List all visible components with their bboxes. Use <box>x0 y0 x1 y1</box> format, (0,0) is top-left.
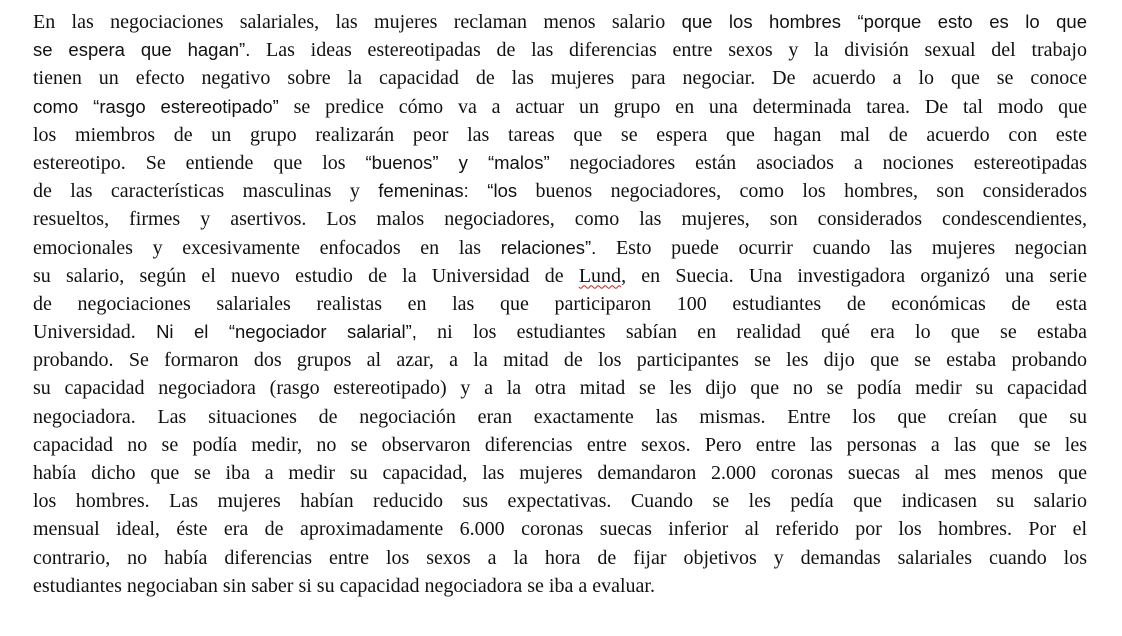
text-run: emocionales y excesivamente enfocados en las <box>33 236 501 259</box>
text-line <box>33 515 1087 543</box>
text-run: estereotipo. Se entiende que los <box>33 151 366 174</box>
text-run: ni los estudiantes sabían en realidad qué era lo que se estaba <box>416 321 1087 344</box>
text-run: negociadora. Las situaciones de negociación eran exactamente las mismas. Entre los que creían que su <box>33 405 1087 428</box>
text-run: los hombres. Las mujeres habían reducido sus expectativas. Cuando se les pedía que indicasen su salario <box>33 490 1087 513</box>
text-run: como “rasgo estereotipado” <box>33 95 279 117</box>
text-line <box>33 121 1087 149</box>
text-run: , en Suecia. Una investigadora organizó una serie <box>621 264 1087 287</box>
text-line <box>33 346 1087 374</box>
text-line <box>33 431 1087 459</box>
text-run: Las ideas estereotipadas de las diferencias entre sexos y la división sexual del trabajo <box>250 39 1087 62</box>
text-line <box>33 572 1087 600</box>
text-run: su salario, según el nuevo estudio de la Universidad de <box>33 264 579 287</box>
text-run: estudiantes negociaban sin saber si su capacidad negociadora se iba a evaluar. <box>33 574 655 597</box>
text-line <box>33 374 1087 402</box>
text-line <box>33 234 1087 262</box>
text-run: se espera que hagan”. <box>33 39 251 61</box>
text-run: contrario, no había diferencias entre los sexos a la hora de fijar objetivos y demandas salariales cuando los <box>33 546 1087 569</box>
text-run: de negociaciones salariales realistas en las que participaron 100 estudiantes de económicas de esta <box>33 292 1087 315</box>
text-run: de las características masculinas y <box>33 180 379 203</box>
text-run: los miembros de un grupo realizarán peor las tareas que se espera que hagan mal de acuerdo con este <box>33 123 1087 146</box>
text-run: su capacidad negociadora (rasgo estereotipado) y a la otra mitad se les dijo que no se podía medir su capacidad <box>33 377 1087 400</box>
text-line <box>33 544 1087 572</box>
spellcheck-flagged-word: Lund <box>578 264 622 287</box>
text-line <box>33 403 1087 431</box>
text-line <box>33 177 1087 205</box>
text-run: capacidad no se podía medir, no se observaron diferencias entre sexos. Pero entre las personas a las que se les <box>33 433 1087 456</box>
text-run: probando. Se formaron dos grupos al azar, a la mitad de los participantes se les dijo que se estaba probando <box>33 349 1087 372</box>
text-line <box>33 8 1087 36</box>
text-line <box>33 487 1087 515</box>
text-run: Universidad. <box>33 321 157 344</box>
text-line <box>33 149 1087 177</box>
text-line <box>33 290 1087 318</box>
text-line <box>33 64 1087 92</box>
body-paragraph <box>33 8 1087 600</box>
text-line <box>33 262 1087 290</box>
text-run: resueltos, firmes y asertivos. Los malos negociadores, como las mujeres, son considerados condescendientes, <box>33 208 1087 231</box>
text-line <box>33 318 1087 346</box>
text-run: negociadores están asociados a nociones estereotipadas <box>549 151 1087 174</box>
text-run: “buenos” y “malos” <box>365 151 550 173</box>
text-run: Ni el “negociador salarial”, <box>156 321 417 343</box>
text-run: tienen un efecto negativo sobre la capacidad de las mujeres para negociar. De acuerdo a lo que se conoce <box>33 67 1087 90</box>
text-run: femeninas: “los <box>378 180 518 202</box>
text-line <box>33 36 1087 64</box>
text-line <box>33 205 1087 233</box>
text-line <box>33 93 1087 121</box>
text-run: se predice cómo va a actuar un grupo en una determinada tarea. De tal modo que <box>278 95 1087 118</box>
text-run: había dicho que se iba a medir su capacidad, las mujeres demandaron 2.000 coronas suecas al mes menos que <box>33 462 1087 484</box>
text-run: que los hombres “porque esto es lo que <box>681 11 1087 32</box>
text-line <box>33 459 1087 487</box>
text-run: En las negociaciones salariales, las mujeres reclaman menos salario <box>33 11 682 33</box>
text-run: mensual ideal, éste era de aproximadamente 6.000 coronas suecas inferior al referido por los hombres. Por el <box>33 518 1087 541</box>
text-run: relaciones”. <box>500 236 597 258</box>
text-run: buenos negociadores, como los hombres, son considerados <box>517 180 1087 203</box>
document-page <box>33 8 1087 628</box>
text-run: Esto puede ocurrir cuando las mujeres negocian <box>596 236 1087 259</box>
